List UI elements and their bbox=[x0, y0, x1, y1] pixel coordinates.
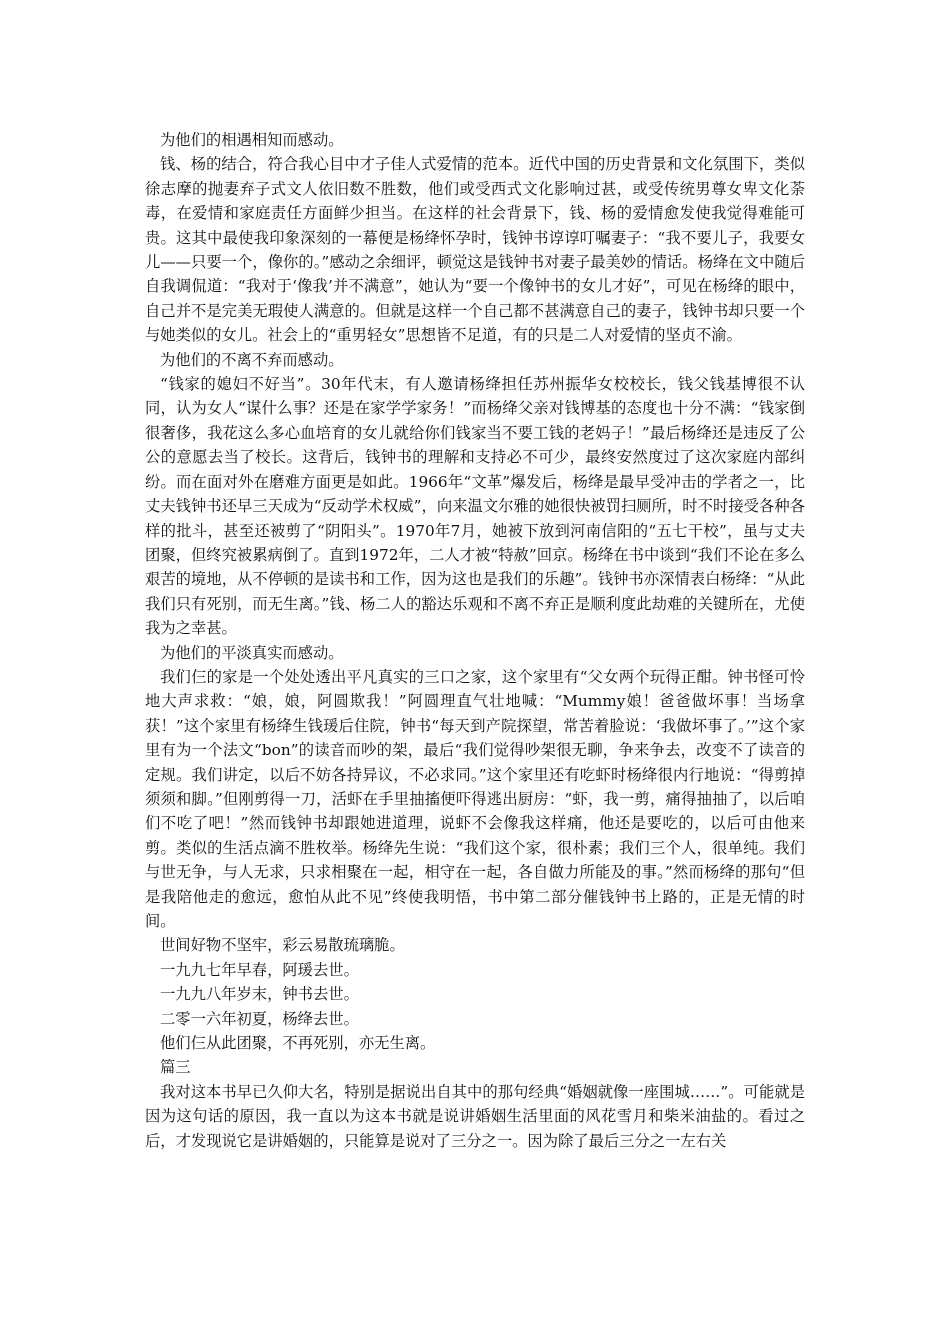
paragraph-1997: 一九九七年早春，阿瑗去世。 bbox=[160, 960, 359, 979]
paragraph-fortress-besieged: 我对这本书早已久仰大名，特别是据说出自其中的那句经典“婚姻就像一座围城……”。可能就是因为这句话的原因，我一直以为这本书就是说讲婚姻生活里面的风花雪月和柴米油盐的。看过之后，才发现说它是讲婚姻的，只能算是说对了三分之一。因为除了最后三分之一左右关 bbox=[145, 1082, 805, 1150]
paragraph-intro-loyalty: 为他们的不离不弃而感动。 bbox=[160, 350, 344, 369]
paragraph-reunion: 他们仨从此团聚，不再死别，亦无生离。 bbox=[160, 1034, 436, 1053]
paragraph-1998: 一九九八年岁末，钟书去世。 bbox=[160, 985, 359, 1004]
paragraph-hardships: “钱家的媳妇不好当”。30年代末，有人邀请杨绛担任苏州振华女校校长，钱父钱基博很不认同，认为女人“谋什么事？还是在家学学家务！”而杨绛父亲对钱博基的态度也十分不满：“钱家倒很奢侈，我花这么多心血培育的女儿就给你们钱家当不要工钱的老妈子！”最后杨绛还是违反了公公的意愿去当了校长。这背后，钱钟书的理解和支持必不可少，最终安然度过了这次家庭内部纠纷。而在面对外在磨难方面更是如此。1966年“文革”爆发后，杨绛是最早受冲击的学者之一，比丈夫钱钟书还早三天成为“反动学术权威”，向来温文尔雅的她很快被罚扫厕所，时不时接受各种各样的批斗，甚至还被剪了“阴阳头”。1970年7月，她被下放到河南信阳的“五七干校”，虽与丈夫团聚，但终究被累病倒了。直到1972年，二人才被“特赦”回京。杨绛在书中谈到“我们不论在多么艰苦的境地，从不停顿的是读书和工作，因为这也是我们的乐趣”。钱钟书亦深情表白杨绛：“从此我们只有死别，而无生离。”钱、杨二人的豁达乐观和不离不弃正是顺利度此劫难的关键所在，尤使我为之幸甚。 bbox=[145, 375, 805, 638]
paragraph-2016: 二零一六年初夏，杨绛去世。 bbox=[160, 1009, 359, 1028]
paragraph-marriage: 钱、杨的结合，符合我心目中才子佳人式爱情的范本。近代中国的历史背景和文化氛围下，类似徐志摩的抛妻弃子式文人依旧数不胜数，他们或受西式文化影响过甚，或受传统男尊女卑文化荼毒，在爱情和家庭责任方面鲜少担当。在这样的社会背景下，钱、杨的爱情愈发使我觉得难能可贵。这其中最使我印象深刻的一幕便是杨绛怀孕时，钱钟书谆谆叮嘱妻子：“我不要儿子，我要女儿——只要一个，像你的。”感动之余细评，顿觉这是钱钟书对妻子最美妙的情话。杨绛在文中随后自我调侃道：“我对于‘像我’并不满意”，她认为“要一个像钟书的女儿才好”，可见在杨绛的眼中，自己并不是完美无瑕使人满意的。但就是这样一个自己都不甚满意自己的妻子，钱钟书却只要一个与她类似的女儿。社会上的“重男轻女”思想皆不足道，有的只是二人对爱情的坚贞不渝。 bbox=[145, 155, 805, 345]
paragraph-intro-ordinary: 为他们的平淡真实而感动。 bbox=[160, 643, 344, 662]
paragraph-poem-line: 世间好物不坚牢，彩云易散琉璃脆。 bbox=[160, 936, 405, 955]
paragraph-family-life: 我们仨的家是一个处处透出平凡真实的三口之家，这个家里有“父女两个玩得正酣。钟书怪可怜地大声求救：“娘，娘，阿圆欺我！”阿圆理直气壮地喊：“Mummy娘！爸爸做坏事！当场拿获！”这个家里有杨绛生钱瑗后住院，钟书“每天到产院探望，常苦着脸说：‘我做坏事了。’”这个家里有为一个法文“bon”的读音而吵的架，最后“我们觉得吵架很无聊，争来争去，改变不了读音的定规。我们讲定，以后不妨各持异议，不必求同。”这个家里还有吃虾时杨绛很内行地说：“得剪掉须须和脚。”但刚剪得一刀，活虾在手里抽搐便吓得逃出厨房：“虾，我一剪，痛得抽抽了，以后咱们不吃了吧！”然而钱钟书却跟她进道理，说虾不会像我这样痛，他还是要吃的，以后可由他来剪。类似的生活点滴不胜枚举。杨绛先生说：“我们这个家，很朴素；我们三个人，很单纯。我们与世无争，与人无求，只求相聚在一起，相守在一起，各自做力所能及的事。”然而杨绛的那句“但是我陪他走的愈远，愈怕从此不见”终使我明悟，书中第二部分催钱钟书上路的，正是无情的时间。 bbox=[145, 667, 805, 930]
paragraph-intro-meeting: 为他们的相遇相知而感动。 bbox=[160, 131, 344, 149]
document-body bbox=[145, 128, 805, 1153]
section-heading-part-three: 篇三 bbox=[160, 1058, 191, 1077]
